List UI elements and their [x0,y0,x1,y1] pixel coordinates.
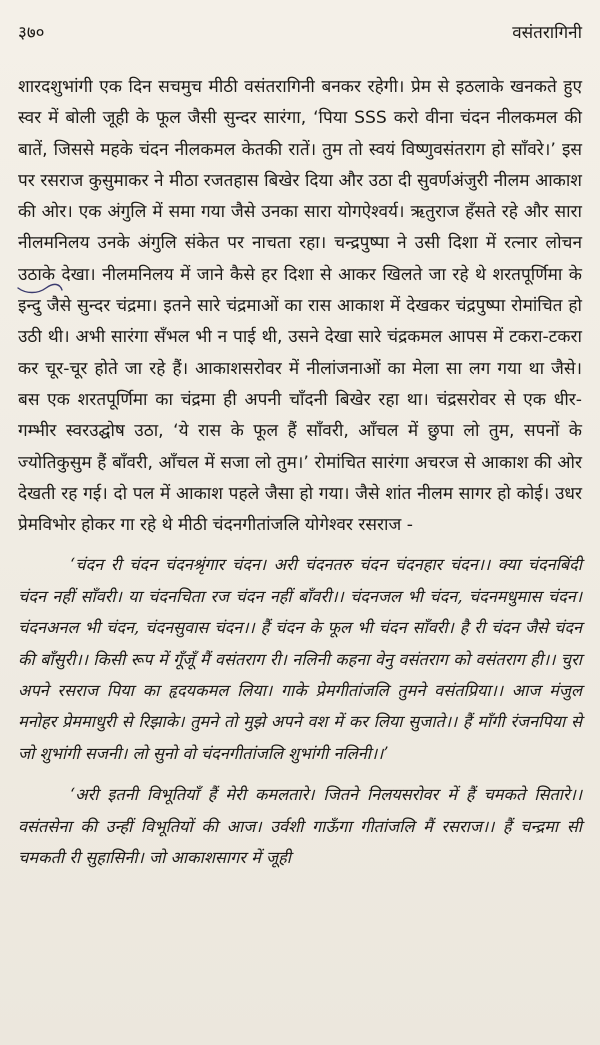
verse-section [18,549,582,873]
verse-stanza-1: ‘चंदन री चंदन चंदनश्रृंगार चंदन। अरी चंदनतरु चंदन चंदनहार चंदन।। क्या चंदनबिंदी चंदन नहीं साँवरी। या चंदनचिता रज चंदन नहीं बाँवरी।। चंदनजल भी चंदन, चंदनमधुमास चंदन। चंदनअनल भी चंदन, चंदनसुवास चंदन।। हैं चंदन के फूल भी चंदन साँवरी। है री चंदन जैसे चंदन की बाँसुरी।। किसी रूप में गूँजूँ मैं वसंतराग री। नलिनी कहना वेनु वसंतराग को वसंतराग ही।। चुरा अपने रसराज पिया का हृदयकमल लिया। गाके प्रेमगीतांजलि तुमने वसंतप्रिया।। आज मंजुल मनोहर प्रेममाधुरी से रिझाके। तुमने तो मुझे अपने वश में कर लिया सुजाते।। हैं माँगी रंजनपिया से जो शुभांगी सजनी। लो सुनो वो चंदनगीतांजलि शुभांगी नलिनी।।’ [18,555,582,763]
page-number: ३७० [18,23,45,43]
prose-paragraph: शारदशुभांगी एक दिन सचमुच मीठी वसंतरागिनी बनकर रहेगी। प्रेम से इठलाके खनकते हुए स्वर में बोली जूही के फूल जैसी सुन्दर सारंगा, ‘पिया SSS करो वीना चंदन नीलकमल की बातें, जिससे महके चंदन नीलकमल केतकी रातें। तुम तो स्वयं विष्णुवसंतराग हो साँवरे।’ इस पर रसराज कुसुमाकर ने मीठा रजतहास बिखेर दिया और उठा दी सुवर्णअंजुरी नीलम आकाश की ओर। एक अंगुलि में समा गया जैसे उनका सारा योगऐश्वर्य। ऋतुराज हँसते रहे और सारा नीलमनिलय उनके अंगुलि संकेत पर नाचता रहा। चन्द्रपुष्पा ने उसी दिशा में रत्नार लोचन उठाके देखा। नीलमनिलय में जाने कैसे हर दिशा से आकर खिलते जा रहे थे शरतपूर्णिमा के इन्दु जैसे सुन्दर चंद्रमा। इतने सारे चंद्रमाओं का रास आकाश में देखकर चंद्रपुष्पा रोमांचित हो उठी थी। अभी सारंगा सँभल भी न पाई थी, उसने देखा सारे चंद्रकमल आपस में टकरा-टकरा कर चूर-चूर होते जा रहे हैं। आकाशसरोवर में नीलांजनाओं का मेला सा लग गया था जैसे। बस एक शरतपूर्णिमा का चंद्रमा ही अपनी चाँदनी बिखेर रहा था। चंद्रसरोवर से एक धीर-गम्भीर स्वरउद्घोष उठा, ‘ये रास के फूल हैं साँवरी, आँचल में छुपा लो तुम, सपनों के ज्योतिकुसुम हैं बाँवरी, आँचल में सजा लो तुम।’ रोमांचित सारंगा अचरज से आकाश की ओर देखती रह गई। दो पल में आकाश पहले जैसा हो गया। जैसे शांत नीलम सागर हो कोई। उधर प्रेमविभोर होकर गा रहे थे मीठी चंदनगीतांजलि योगेश्वर रसराज - [18,77,582,536]
prose-section [18,72,582,541]
running-title: वसंतरागिनी [512,23,582,43]
verse-stanza-2: ‘अरी इतनी विभूतियाँ हैं मेरी कमलतारे। जितने निलयसरोवर में हैं चमकते सितारे।। वसंतसेना की उन्हीं विभूतियों की आज। उर्वशी गाऊँगा गीतांजलि मैं रसराज।। हैं चन्द्रमा सी चमकती री सुहासिनी। जो आकाशसागर में जूही [18,785,582,868]
pen-underline-mark [16,278,64,296]
page-header [18,20,582,50]
